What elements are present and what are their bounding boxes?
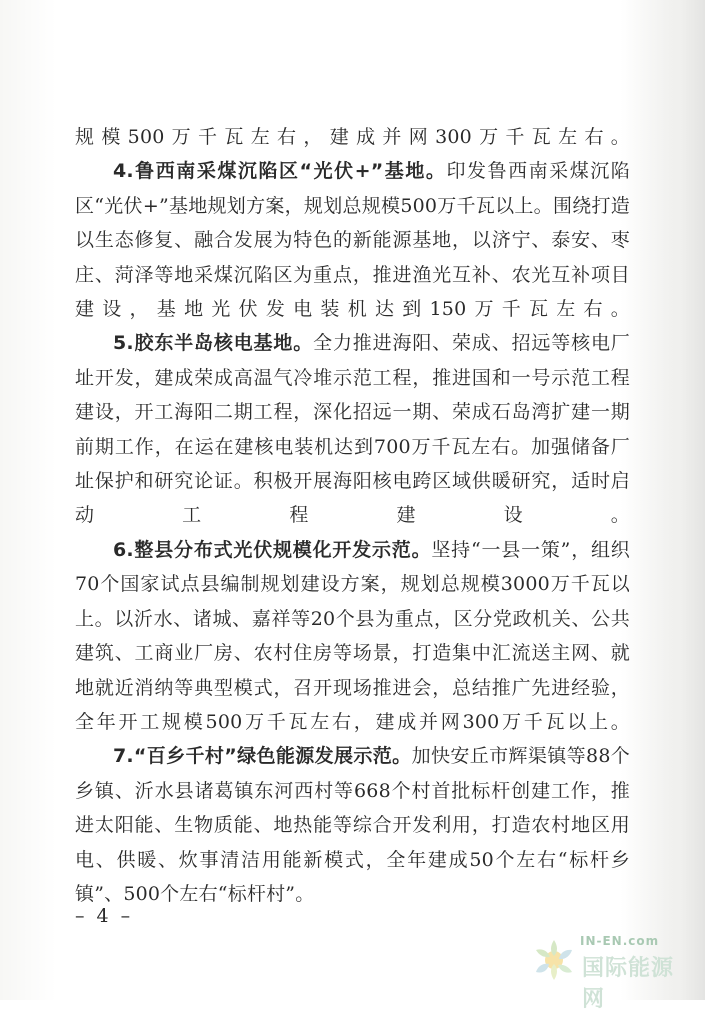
item-title: 4.鲁西南采煤沉陷区“光伏+”基地。 — [113, 160, 447, 183]
paragraph-body: 加快安丘市辉渠镇等88个乡镇、沂水县诸葛镇东河西村等668个村首批标杆创建工作，推进太阳能、生物质能、地热能等综合开发利用，打造农村地区用电、供暖、炊事清洁用能新模式，全年建成50个左右“标杆乡镇”、500个左右“标杆村”。 — [75, 745, 630, 905]
item-title: 5.胶东半岛核电基地。 — [113, 332, 314, 355]
paragraph-body: 印发鲁西南采煤沉陷区“光伏+”基地规划方案，规划总规模500万千瓦以上。围绕打造以生态修复、融合发展为特色的新能源基地，以济宁、泰安、枣庄、菏泽等地采煤沉陷区为重点，推进渔光互补、农光互补项目建设，基地光伏发电装机达到150万千瓦左右。 — [75, 160, 630, 321]
paragraph-body: 全力推进海阳、荣成、招远等核电厂址开发，建成荣成高温气冷堆示范工程，推进国和一号示范工程建设，开工海阳二期工程，深化招远一期、荣成石岛湾扩建一期前期工作，在运在建核电装机达到700万千瓦左右。加强储备厂址保护和研究论证。积极开展海阳核电跨区域供暖研究，适时启动工程建设。 — [75, 332, 631, 527]
paragraph-item-7 — [75, 739, 630, 911]
item-title: 7.“百乡千村”绿色能源发展示范。 — [113, 745, 412, 768]
paragraph-item-4 — [75, 154, 630, 326]
watermark — [528, 930, 693, 1012]
page-edge-shadow — [681, 0, 705, 1000]
page-number: – 4 – — [75, 905, 134, 927]
paragraph-item-6 — [75, 533, 630, 739]
paragraph-item-5 — [75, 326, 630, 532]
watermark-name: 国际能源网 — [582, 956, 675, 1012]
item-title: 6.整县分布式光伏规模化开发示范。 — [113, 538, 432, 561]
paragraph-body: 规模500万千瓦左右，建成并网300万千瓦左右。 — [75, 126, 630, 148]
leaf-logo-icon — [528, 934, 580, 986]
watermark-site: IN-EN.com — [580, 934, 660, 948]
document-body — [75, 120, 630, 911]
paragraph-body: 坚持“一县一策”，组织70个国家试点县编制规划建设方案，规划总规模3000万千瓦以上。以沂水、诸城、嘉祥等20个县为重点，区分党政机关、公共建筑、工商业厂房、农村住房等场景，打造集中汇流送主网、就地就近消纳等典型模式，召开现场推进会，总结推广先进经验，全年开工规模500万千瓦左右，建成并网300万千瓦以上。 — [75, 538, 630, 733]
paragraph-continuation — [75, 120, 630, 154]
